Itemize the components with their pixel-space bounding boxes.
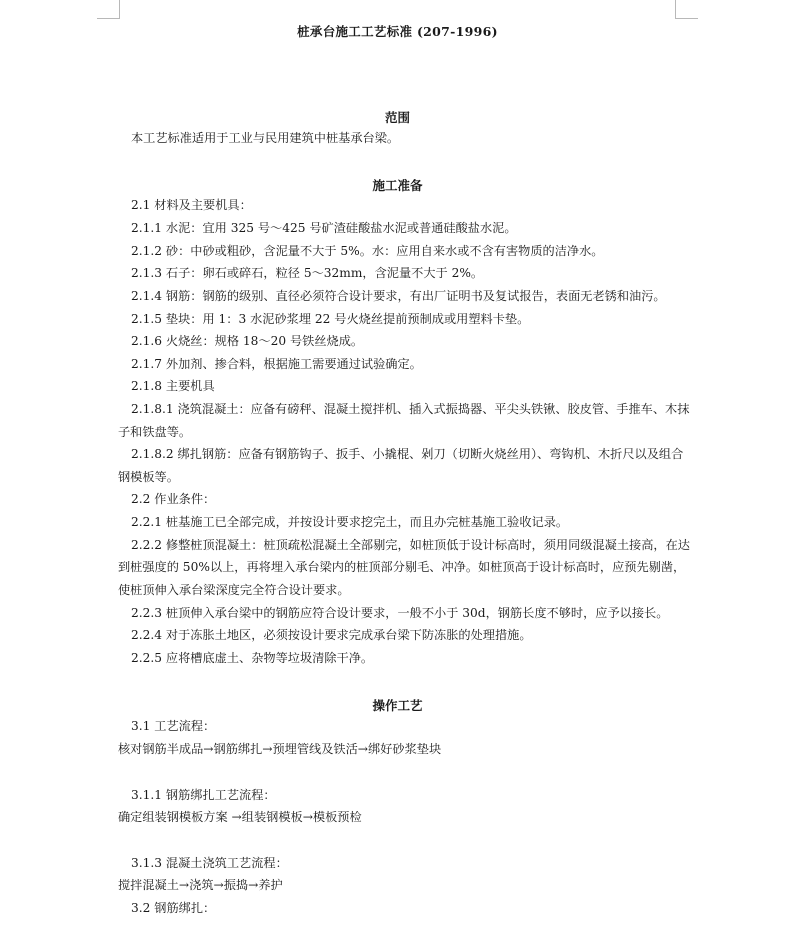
- paragraph: 2.1 材料及主要机具：: [131, 198, 252, 212]
- process-flow: 搅拌混凝土→浇筑→振捣→养护: [118, 878, 283, 892]
- paragraph: 2.1.8.2 绑扎钢筋：应备有钢筋钩子、扳手、小撬棍、剁刀（切断火烧丝用）、弯钩机、木折尺以及组合: [131, 447, 684, 461]
- crop-mark-top-right: [675, 0, 698, 19]
- paragraph: 3.1 工艺流程：: [131, 719, 216, 733]
- crop-mark-top-left: [97, 0, 120, 19]
- paragraph: 3.2 钢筋绑扎：: [131, 901, 216, 915]
- paragraph: 2.1.5 垫块：用 1：3 水泥砂浆埋 22 号火烧丝提前预制成或用塑料卡垫。: [131, 312, 530, 326]
- paragraph: 2.2.4 对于冻胀土地区，必须按设计要求完成承台梁下防冻胀的处理措施。: [131, 628, 532, 642]
- paragraph: 2.1.8 主要机具: [131, 379, 215, 393]
- paragraph: 2.2.2 修整桩顶混凝土：桩顶疏松混凝土全部剔完，如桩顶低于设计标高时，须用同级混凝土接高，在达: [131, 538, 690, 552]
- paragraph-continuation: 钢模板等。: [118, 470, 179, 484]
- paragraph: 2.2 作业条件：: [131, 492, 216, 506]
- paragraph: 2.1.2 砂：中砂或粗砂，含泥量不大于 5%。水：应用自来水或不含有害物质的洁净水。: [131, 244, 604, 258]
- paragraph: 3.1.3 混凝土浇筑工艺流程：: [131, 856, 288, 870]
- document-title: 桩承台施工工艺标准 (207-1996): [297, 24, 498, 39]
- paragraph: 2.2.5 应将槽底虚土、杂物等垃圾清除干净。: [131, 651, 374, 665]
- paragraph: 本工艺标准适用于工业与民用建筑中桩基承台梁。: [131, 131, 400, 145]
- paragraph: 2.1.7 外加剂、掺合料，根据施工需要通过试验确定。: [131, 357, 422, 371]
- paragraph: 2.1.1 水泥：宜用 325 号～425 号矿渣硅酸盐水泥或普通硅酸盐水泥。: [131, 221, 517, 235]
- paragraph: 3.1.1 钢筋绑扎工艺流程：: [131, 788, 276, 802]
- paragraph: 2.1.8.1 浇筑混凝土：应备有磅秤、混凝土搅拌机、插入式振捣器、平尖头铁锹、胶皮管、手推车、木抹: [131, 402, 690, 416]
- section-heading-operation: 操作工艺: [372, 698, 423, 713]
- process-flow: 确定组装钢模板方案 →组装钢模板→模板预检: [118, 810, 362, 824]
- process-flow: 核对钢筋半成品→钢筋绑扎→预埋管线及铁活→绑好砂浆垫块: [118, 742, 442, 756]
- paragraph-continuation: 使桩顶伸入承台梁深度完全符合设计要求。: [118, 583, 350, 597]
- section-heading-scope: 范围: [384, 110, 410, 125]
- section-heading-preparation: 施工准备: [372, 178, 423, 193]
- paragraph: 2.1.4 钢筋：钢筋的级别、直径必须符合设计要求，有出厂证明书及复试报告，表面无老锈和油污。: [131, 289, 666, 303]
- paragraph: 2.2.1 桩基施工已全部完成，并按设计要求挖完土，而且办完桩基施工验收记录。: [131, 515, 569, 529]
- paragraph: 2.2.3 桩顶伸入承台梁中的钢筋应符合设计要求，一般不小于 30d，钢筋长度不够时，应予以接长。: [131, 606, 669, 620]
- paragraph: 2.1.6 火烧丝：规格 18～20 号铁丝烧成。: [131, 334, 364, 348]
- paragraph-continuation: 到桩强度的 50%以上，再将埋入承台梁内的桩顶部分剔毛、冲净。如桩顶高于设计标高时，应预先剔凿，: [118, 560, 686, 574]
- paragraph-continuation: 子和铁盘等。: [118, 425, 192, 439]
- paragraph: 2.1.3 石子：卵石或碎石，粒径 5～32mm，含泥量不大于 2%。: [131, 266, 484, 280]
